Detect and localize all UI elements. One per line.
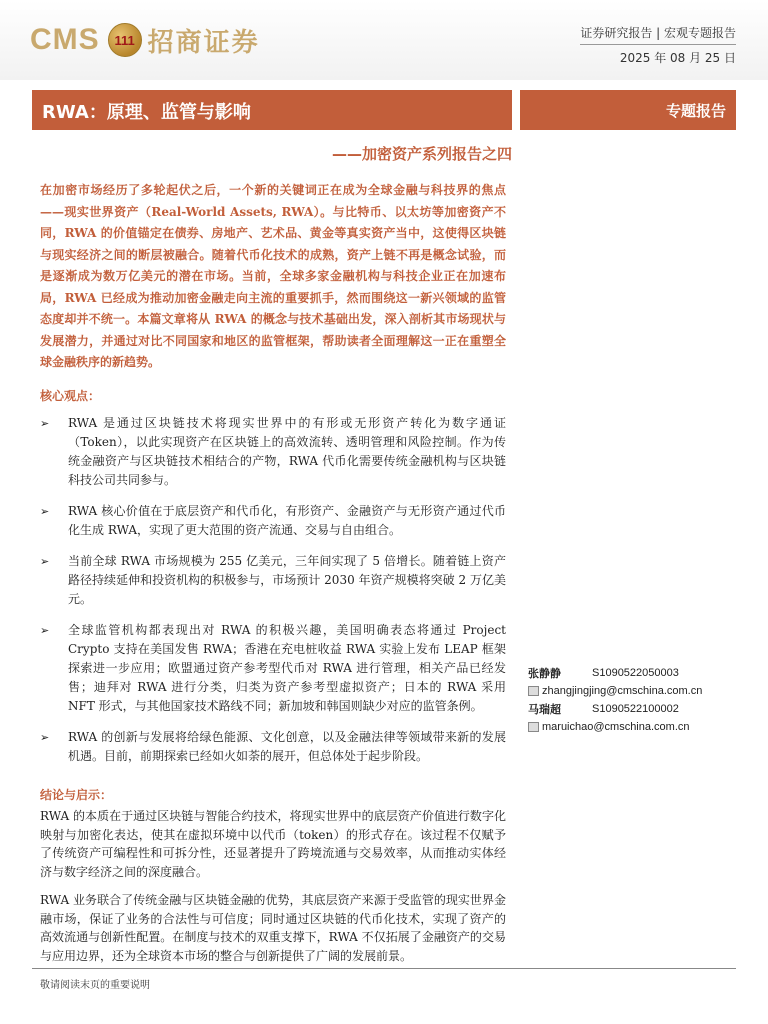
bullet-arrow-icon: ➢ — [40, 505, 50, 518]
analyst-email[interactable] — [528, 685, 702, 697]
analyst-email[interactable] — [528, 721, 690, 733]
list-item — [40, 552, 506, 609]
conclusion-paragraph: RWA 的本质在于通过区块链与智能合约技术，将现实世界中的底层资产价值进行数字化映射与加密化表达，使其在虚拟环境中以代币（token）的形式存在。该过程不仅赋予了传统资产可编程性和可拆分性，还显著提升了跨境流通与交易效率，从而推动实体经济与数字经济之间的深度融合。 — [40, 809, 506, 879]
page-subtitle: ——加密资产系列报告之四 — [331, 145, 512, 163]
analyst-name: 马瑞超 — [528, 703, 561, 716]
bullet-arrow-icon: ➢ — [40, 417, 50, 430]
logo-cn-text: 招商证券 — [147, 27, 260, 58]
page-title: RWA：原理、监管与影响 — [42, 102, 251, 123]
conclusion-body — [40, 807, 506, 965]
analyst-block — [528, 664, 738, 736]
list-item — [40, 502, 506, 540]
list-item — [40, 621, 506, 716]
list-item — [40, 728, 506, 766]
analyst-email-row — [528, 718, 738, 736]
analyst-email-text[interactable]: zhangjingjing@cmschina.com.cn — [542, 685, 703, 697]
report-tag: 专题报告 — [665, 102, 726, 120]
conclusion-heading: 结论与启示： — [40, 788, 113, 802]
analyst-id: S1090522100002 — [592, 703, 679, 715]
point-text: RWA 核心价值在于底层资产和代币化，有形资产、金融资产与无形资产通过代币化生成 RWA，实现了更大范围的资产流通、交易与自由组合。 — [68, 504, 506, 537]
point-text: RWA 是通过区块链技术将现实世界中的有形或无形资产转化为数字通证（Token），以此实现资产在区块链上的高效流转、透明管理和风险控制。作为传统金融资产与区块链技术相结合的产物，RWA 代币化需要传统金融机构与区块链科技公司共同参与。 — [68, 416, 506, 487]
bullet-arrow-icon: ➢ — [40, 624, 50, 637]
logo-badge-icon: 111 — [108, 23, 142, 57]
bullet-arrow-icon: ➢ — [40, 731, 50, 744]
analyst-name: 张静静 — [528, 667, 561, 680]
core-heading: 核心观点： — [40, 389, 101, 403]
company-logo — [30, 20, 260, 60]
logo-cms-text: CMS — [30, 23, 100, 56]
report-date: 2025 年 08 月 25 日 — [619, 51, 736, 65]
analyst-row — [528, 700, 738, 718]
mail-icon — [528, 686, 539, 696]
footer-note: 敬请阅读末页的重要说明 — [40, 980, 150, 991]
report-type: 证券研究报告 | 宏观专题报告 — [580, 24, 736, 45]
title-bar — [32, 90, 512, 130]
analyst-email-text[interactable]: maruichao@cmschina.com.cn — [542, 721, 690, 733]
list-item — [40, 414, 506, 490]
point-text: RWA 的创新与发展将给绿色能源、文化创意，以及金融法律等领域带来新的发展机遇。目前，前期探索已经如火如荼的展开，但总体处于起步阶段。 — [68, 730, 506, 763]
bullet-arrow-icon: ➢ — [40, 555, 50, 568]
tag-bar — [520, 90, 736, 130]
abstract: 在加密市场经历了多轮起伏之后，一个新的关键词正在成为全球金融与科技界的焦点——现实世界资产（Real-World Assets, RWA）。与比特币、以太坊等加密资产不同，RWA 的价值锚定在债券、房地产、艺术品、黄金等真实资产当中，这使得区块链与现实经济之间的断层被融合。随着代币化技术的成熟，资产上链不再是概念试验，而是逐渐成为数万亿美元的潜在市场。当前，全球多家金融机构与科技企业正在加速布局，RWA 已经成为推动加密金融走向主流的重要抓手，然而围绕这一新兴领域的监管态度却并不统一。本篇文章将从 RWA 的概念与技术基础出发，深入剖析其市场现状与发展潜力，并通过对比不同国家和地区的监管框架，帮助读者全面理解这一正在重塑全球金融秩序的新趋势。 — [40, 183, 506, 369]
analyst-id: S1090522050003 — [592, 667, 679, 679]
analyst-row — [528, 664, 738, 682]
analyst-email-row — [528, 682, 738, 700]
mail-icon — [528, 722, 539, 732]
point-text: 当前全球 RWA 市场规模为 255 亿美元，三年间实现了 5 倍增长。随着链上资产路径持续延伸和投资机构的积极参与，市场预计 2030 年资产规模将突破 2 万亿美元。 — [68, 554, 506, 606]
point-text: 全球监管机构都表现出对 RWA 的积极兴趣，美国明确表态将通过 Project Crypto 支持在美国发售 RWA；香港在充电桩收益 RWA 实验上发布 LEAP 框架探索进一步应用；欧盟通过资产参考型代币对 RWA 进行管理，相关产品已经发售；迪拜对 RWA 进行分类，归类为资产参考型虚拟资产；日本的 RWA 采用 NFT 形式，与其他国家技术路线不同；新加坡和韩国则缺少对应的监管条例。 — [68, 623, 506, 713]
conclusion-paragraph: RWA 业务联合了传统金融与区块链金融的优势，其底层资产来源于受监管的现实世界金融市场，保证了业务的合法性与可信度；同时通过区块链的代币化技术，实现了资产的高效流通与创新性配置。在制度与技术的双重支撑下，RWA 不仅拓展了金融资产的交易与应用边界，还为全球资本市场的整合与创新提供了广阔的发展前景。 — [40, 893, 506, 963]
footer-divider — [32, 968, 736, 969]
core-points-list — [40, 414, 506, 766]
header-meta — [580, 22, 736, 66]
